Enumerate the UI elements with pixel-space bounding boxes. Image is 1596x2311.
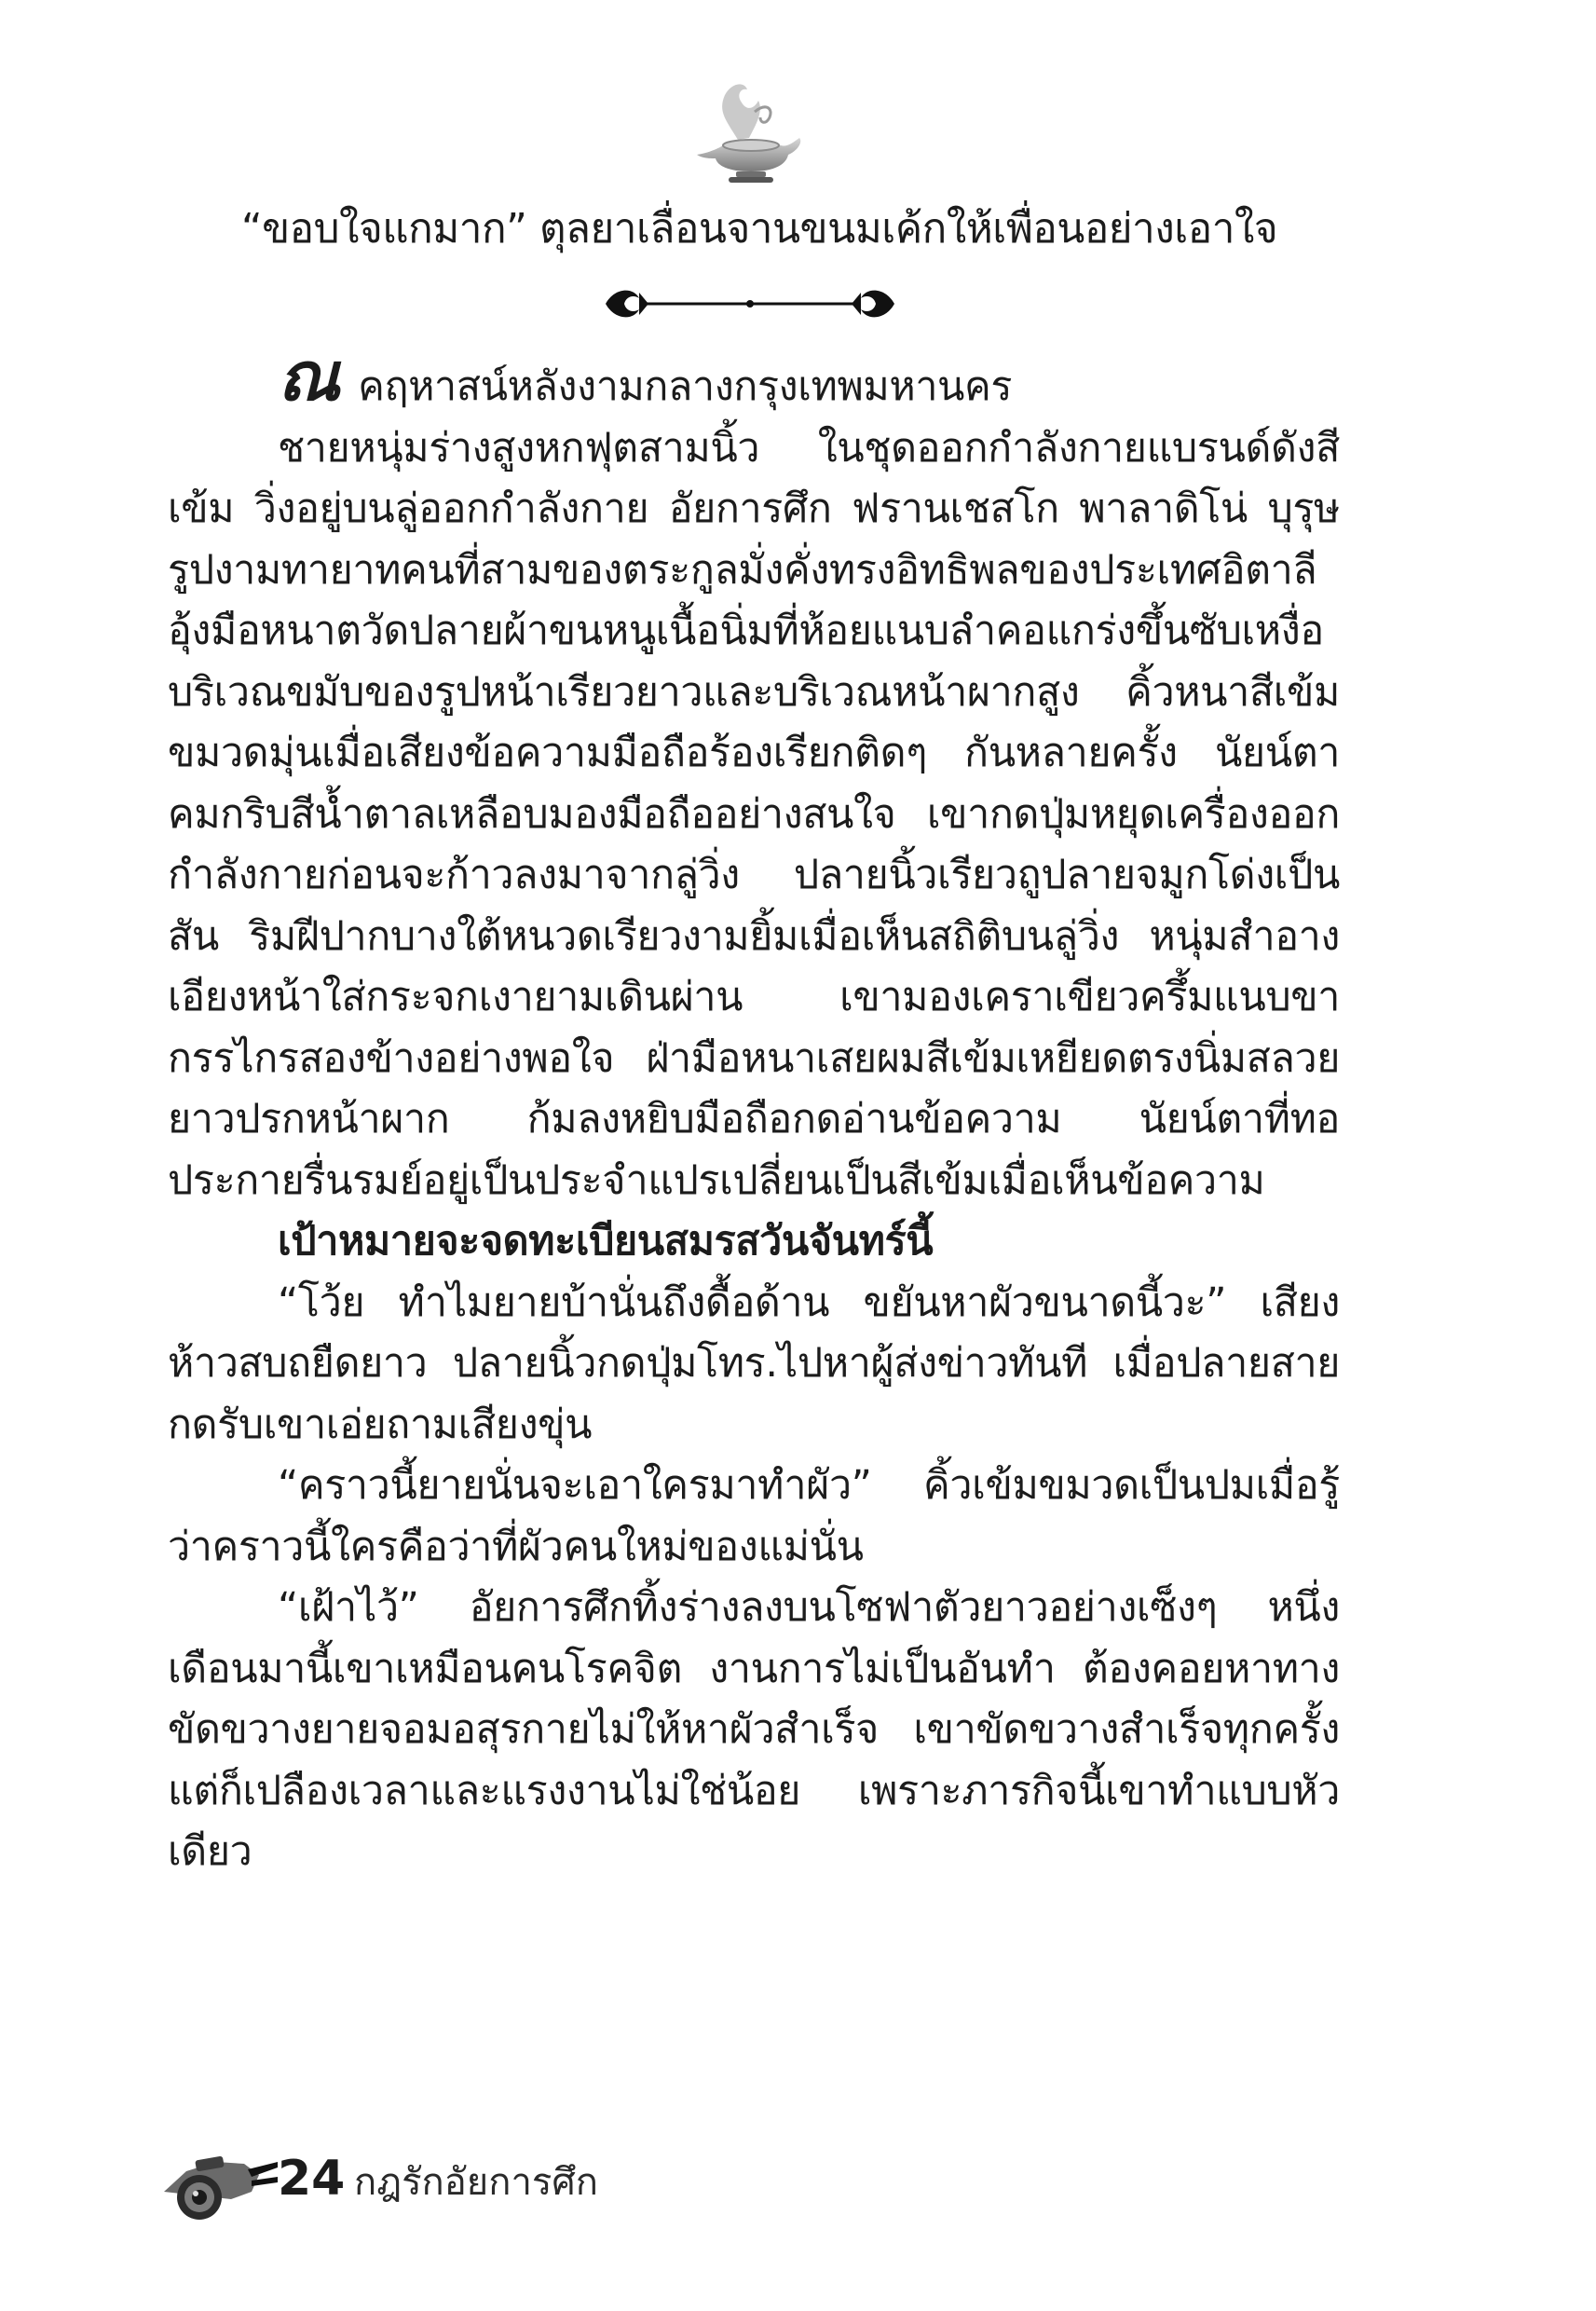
drop-cap-word: ณ (278, 336, 338, 416)
camera-icon (158, 2134, 280, 2222)
chapter-body (168, 336, 1340, 1883)
text-message: เป้าหมายจะจดทะเบียนสมรสวันจันทร์นี้ (278, 1218, 934, 1265)
body-paragraph: “คราวนี้ยายนั่นจะเอาใครมาทำผัว” คิ้วเข้มขมวดเป็นปมเมื่อรู้ว่าคราวนี้ใครคือว่าที่ผัวคนใหม่ของแม่นั่น (168, 1462, 1340, 1570)
opening-text: คฤหาสน์หลังงามกลางกรุงเทพมหานคร (358, 363, 1013, 410)
previous-dialogue-line: “ขอบใจแกมาก” ตุลยาเลื่อนจานขนมเค้กให้เพื่อนอย่างเอาใจ (240, 205, 1278, 253)
genie-lamp-icon (689, 75, 811, 186)
body-paragraph: “เฝ้าไว้” อัยการศึกทิ้งร่างลงบนโซฟาตัวยาวอย่างเซ็งๆ หนึ่งเดือนมานี้เขาเหมือนคนโรคจิต งานการไม่เป็นอันทำ ต้องคอยหาทางขัดขวางยายจอมอสุรกายไม่ให้หาผัวสำเร็จ เขาขัดขวางสำเร็จทุกครั้ง แต่ก็เปลืองเวลาและแรงงานไม่ใช่น้อย เพราะภารกิจนี้เขาทำแบบหัวเดียว (168, 1584, 1340, 1875)
body-paragraph: “โว้ย ทำไมยายบ้านั่นถึงดื้อด้าน ขยันหาผัวขนาดนี้วะ” เสียงห้าวสบถยืดยาว ปลายนิ้วกดปุ่มโทร.ไปหาผู้ส่งข่าวทันที เมื่อปลายสายกดรับเขาเอ่ยถามเสียงขุ่น (168, 1279, 1340, 1448)
book-title: กฎรักอัยการศึก (354, 2161, 599, 2204)
scroll-ornament-icon (596, 276, 904, 332)
body-paragraph: ชายหนุ่มร่างสูงหกฟุตสามนิ้ว ในชุดออกกำลังกายแบรนด์ดังสีเข้ม วิ่งอยู่บนลู่ออกกำลังกาย อัยการศึก ฟรานเชสโก พาลาดิโน่ บุรุษรูปงามทายาทคนที่สามของตระกูลมั่งคั่งทรงอิทธิพลของประเทศอิตาลี อุ้งมือหนาตวัดปลายผ้าขนหนูเนื้อนิ่มที่ห้อยแนบลำคอแกร่งขึ้นซับเหงื่อบริเวณขมับของรูปหน้าเรียวยาวและบริเวณหน้าผากสูง คิ้วหนาสีเข้มขมวดมุ่นเมื่อเสียงข้อความมือถือร้องเรียกติดๆ กันหลายครั้ง นัยน์ตาคมกริบสีน้ำตาลเหลือบมองมือถืออย่างสนใจ เขากดปุ่มหยุดเครื่องออกกำลังกายก่อนจะก้าวลงมาจากลู่วิ่ง ปลายนิ้วเรียวถูปลายจมูกโด่งเป็นสัน ริมฝีปากบางใต้หนวดเรียวงามยิ้มเมื่อเห็นสถิติบนลู่วิ่ง หนุ่มสำอางเอียงหน้าใส่กระจกเงายามเดินผ่าน เขามองเคราเขียวครึ้มแนบขากรรไกรสองข้างอย่างพอใจ ฝ่ามือหนาเสยผมสีเข้มเหยียดตรงนิ่มสลวยยาวปรกหน้าผาก ก้มลงหยิบมือถือกดอ่านข้อความ นัยน์ตาที่ทอประกายรื่นรมย์อยู่เป็นประจำแปรเปลี่ยนเป็นสีเข้มเมื่อเห็นข้อความ (168, 424, 1340, 1204)
opening-paragraph (168, 336, 1340, 418)
page-footer (158, 2134, 811, 2236)
page-number: 24 (278, 2151, 346, 2207)
